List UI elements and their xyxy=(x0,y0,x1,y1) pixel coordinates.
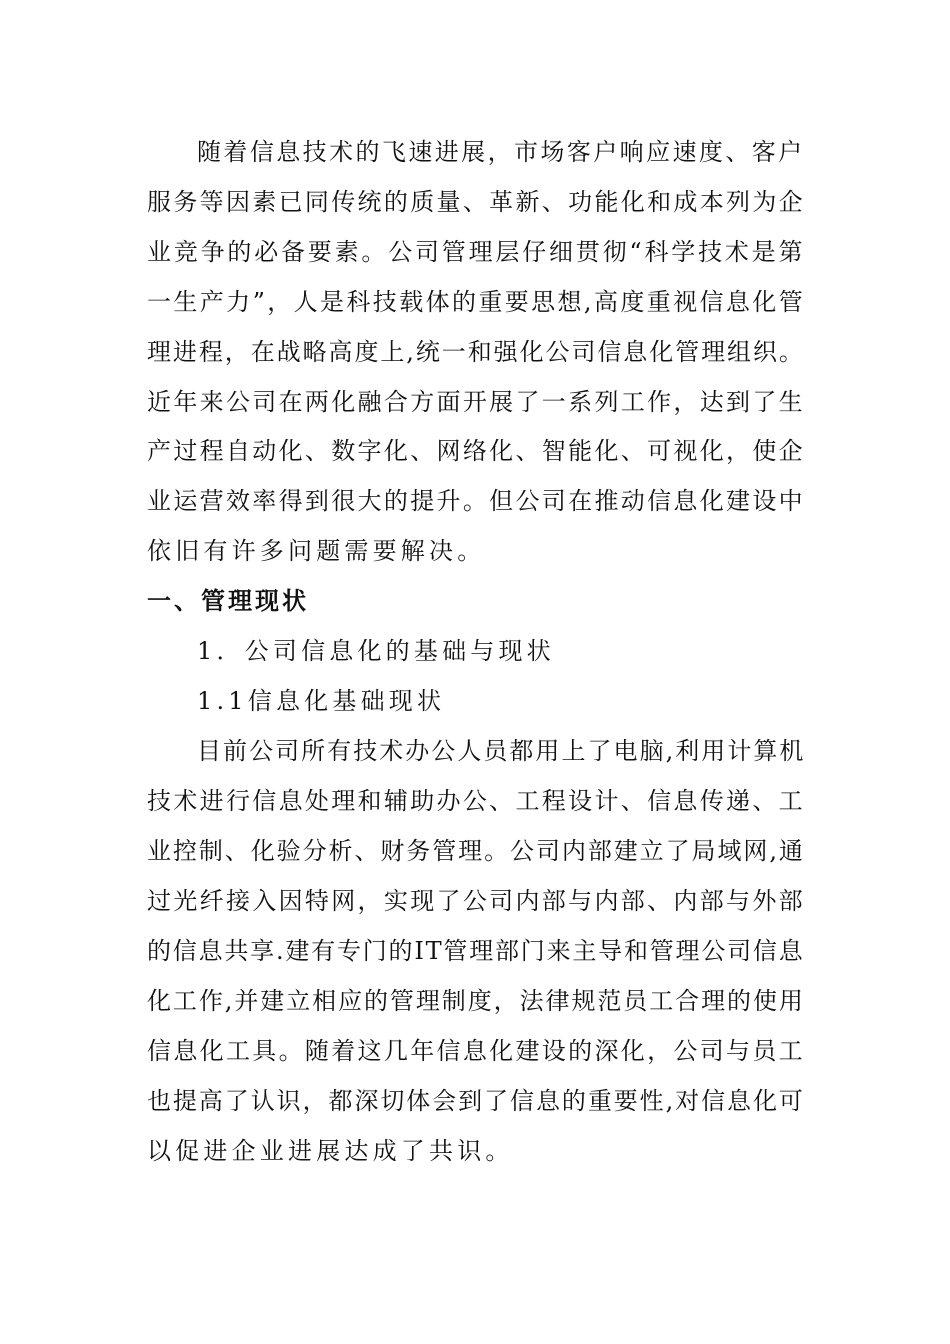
paragraph-1-line-9: 依旧有许多问题需要解决。 xyxy=(147,537,486,565)
paragraph-1-line-8: 业运营效率得到很大的提升。但公司在推动信息化建设中 xyxy=(147,487,805,515)
paragraph-2-line-7: 信息化工具。随着这几年信息化建设的深化，公司与员工 xyxy=(147,1037,805,1065)
paragraph-1-line-2: 服务等因素已同传统的质量、革新、功能化和成本列为企 xyxy=(147,188,805,216)
paragraph-1-line-4: 一生产力”，人是科技载体的重要思想,高度重视信息化管 xyxy=(147,288,806,316)
paragraph-1-line-7: 产过程自动化、数字化、网络化、智能化、可视化，使企 xyxy=(147,437,805,465)
paragraph-1-line-6: 近年来公司在两化融合方面开展了一系列工作，达到了生 xyxy=(147,388,805,416)
subsection-heading-1-1: 1.1信息化基础现状 xyxy=(197,687,446,715)
paragraph-2-line-6: 化工作,并建立相应的管理制度，法律规范员工合理的使用 xyxy=(147,987,805,1015)
paragraph-1-line-3: 业竞争的必备要素。公司管理层仔细贯彻“科学技术是第 xyxy=(147,238,806,266)
paragraph-2-line-3: 业控制、化验分析、财务管理。公司内部建立了局域网,通 xyxy=(147,837,805,865)
paragraph-2-line-9: 以促进企业进展达成了共识。 xyxy=(147,1137,514,1165)
section-heading: 一、管理现状 xyxy=(147,587,309,615)
paragraph-2-line-8: 也提高了认识，都深切体会到了信息的重要性,对信息化可 xyxy=(147,1087,805,1115)
paragraph-2-line-2: 技术进行信息处理和辅助办公、工程设计、信息传递、工 xyxy=(147,787,805,815)
paragraph-1-line-5: 理进程，在战略高度上,统一和强化公司信息化管理组织。 xyxy=(147,338,805,366)
paragraph-2-line-1: 目前公司所有技术办公人员都用上了电脑,利用计算机 xyxy=(197,737,806,765)
paragraph-2-line-4: 过光纤接入因特网，实现了公司内部与内部、内部与外部 xyxy=(147,887,805,915)
subsection-heading-1: 1．公司信息化的基础与现状 xyxy=(197,637,555,665)
paragraph-2-line-5: 的信息共享.建有专门的IT管理部门来主导和管理公司信息 xyxy=(147,937,805,965)
paragraph-1-line-1: 随着信息技术的飞速进展，市场客户响应速度、客户 xyxy=(197,138,805,166)
